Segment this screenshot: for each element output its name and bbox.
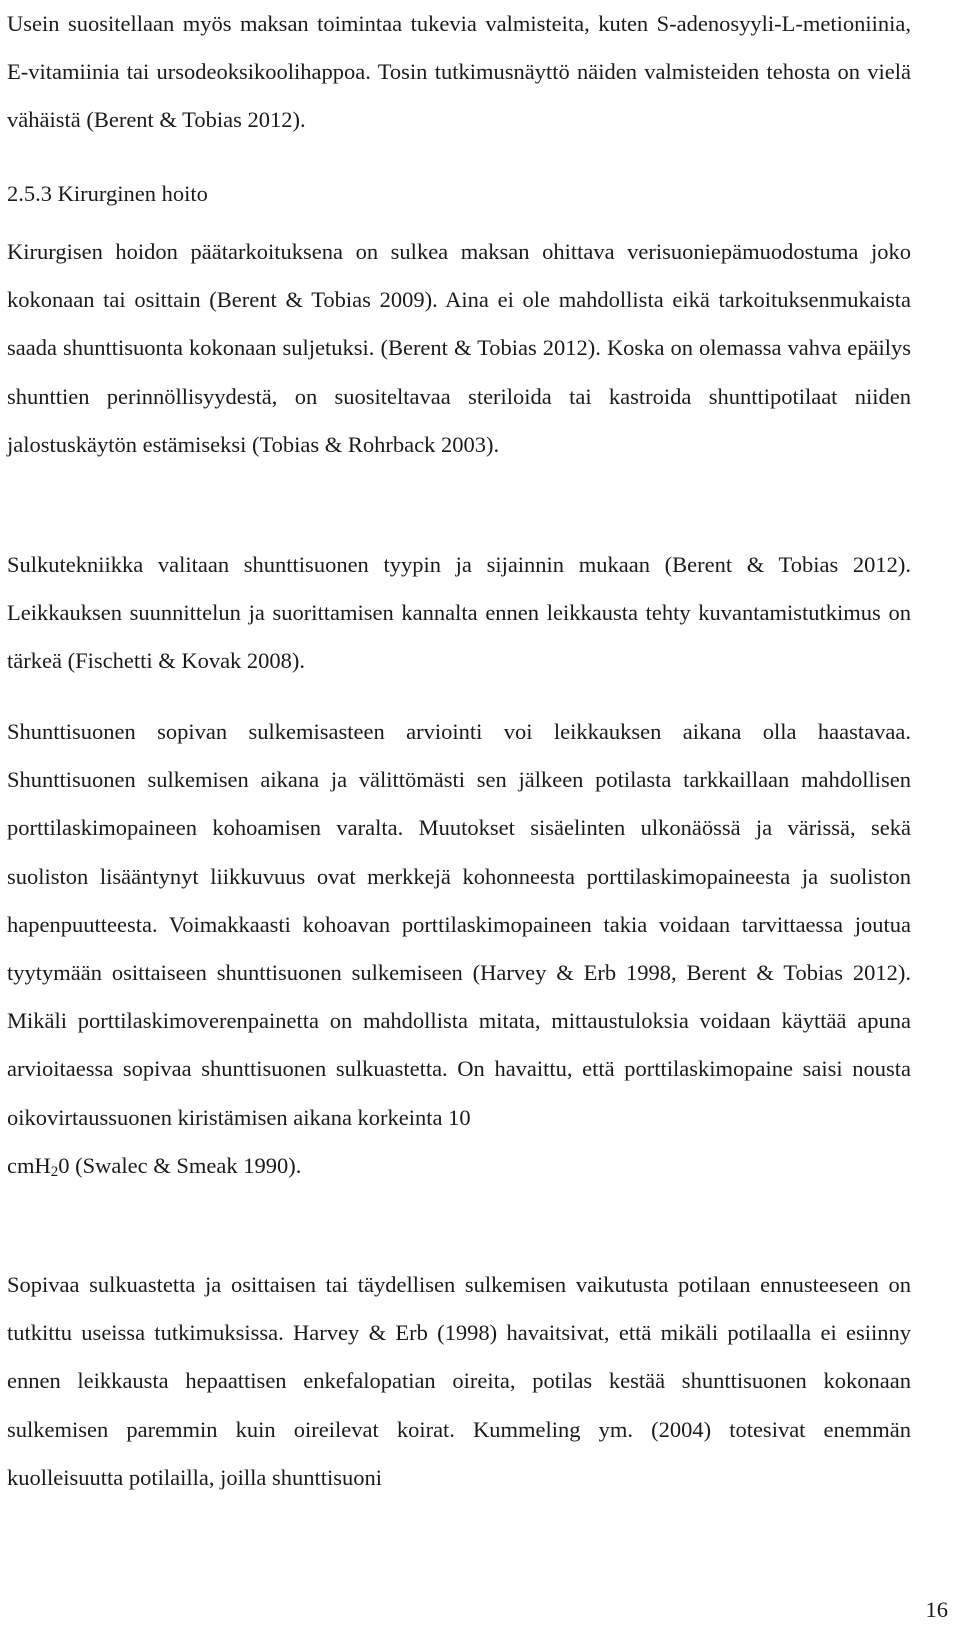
paragraph-closure-technique: Sulkutekniikka valitaan shunttisuonen tyypin ja sijainnin mukaan (Berent & Tobias 2012). Leikkauksen suunnittelun ja suorittamisen kannalta ennen leikkausta tehty kuvantamistutkimus on tärkeä (Fischetti & Kovak 2008).	[7, 552, 911, 674]
paragraph-closure-assessment	[7, 708, 911, 1190]
page-number: 16	[925, 1597, 948, 1622]
paragraph-surgical-aim: Kirurgisen hoidon päätarkoituksena on sulkea maksan ohittava verisuoniepämuodostuma joko kokonaan tai osittain (Berent & Tobias 2009). Aina ei ole mahdollista eikä tarkoituksenmukaista saada shunttisuonta kokonaan suljetuksi. (Berent & Tobias 2012). Koska on olemassa vahva epäilys shunttien perinnöllisyydestä, on suositeltavaa steriloida tai kastroida shunttipotilaat niiden jalostuskäytön estämiseksi (Tobias & Rohrback 2003).	[7, 239, 911, 457]
document-page	[7, 0, 911, 1643]
paragraph-prognosis: Sopivaa sulkuastetta ja osittaisen tai täydellisen sulkemisen vaikutusta potilaan ennusteeseen on tutkittu useissa tutkimuksissa. Harvey & Erb (1998) havaitsivat, että mikäli potilaalla ei esiinny ennen leikkausta hepaattisen enkefalopatian oireita, potilas kestää shunttisuonen kokonaan sulkemisen paremmin kuin oireilevat koirat. Kummeling ym. (2004) totesivat enemmän kuolleisuutta potilailla, joilla shunttisuoni	[7, 1272, 911, 1490]
unit-subscript: 2	[50, 1163, 59, 1180]
section-heading: 2.5.3 Kirurginen hoito	[7, 181, 208, 206]
paragraph-supplements: Usein suositellaan myös maksan toimintaa tukevia valmisteita, kuten S-adenosyyli-L-metioniinia, E-vitamiinia tai ursodeoksikoolihappoa. Tosin tutkimusnäyttö näiden valmisteiden tehosta on vielä vähäistä (Berent & Tobias 2012).	[7, 11, 911, 133]
unit-suffix-citation: 0 (Swalec & Smeak 1990).	[58, 1152, 302, 1178]
unit-prefix: cmH	[7, 1152, 51, 1178]
paragraph-closure-assessment-text: Shunttisuonen sopivan sulkemisasteen arviointi voi leikkauksen aikana olla haastavaa. Shunttisuonen sulkemisen aikana ja välittömästi sen jälkeen potilasta tarkkaillaan mahdollisen porttilaskimopaineen kohoamisen varalta. Muutokset sisäelinten ulkonäössä ja värissä, sekä suoliston lisääntynyt liikkuvuus ovat merkkejä kohonneesta porttilaskimopaineesta ja suoliston hapenpuutteesta. Voimakkaasti kohoavan porttilaskimopaineen takia voidaan tarvittaessa joutua tyytymään osittaiseen shunttisuonen sulkemiseen (Harvey & Erb 1998, Berent & Tobias 2012). Mikäli porttilaskimoverenpainetta on mahdollista mitata, mittaustuloksia voidaan käyttää apuna arvioitaessa sopivaa shunttisuonen sulkuastetta. On havaittu, että porttilaskimopaine saisi nousta oikovirtaussuonen kiristämisen aikana korkeinta 10	[7, 719, 911, 1130]
